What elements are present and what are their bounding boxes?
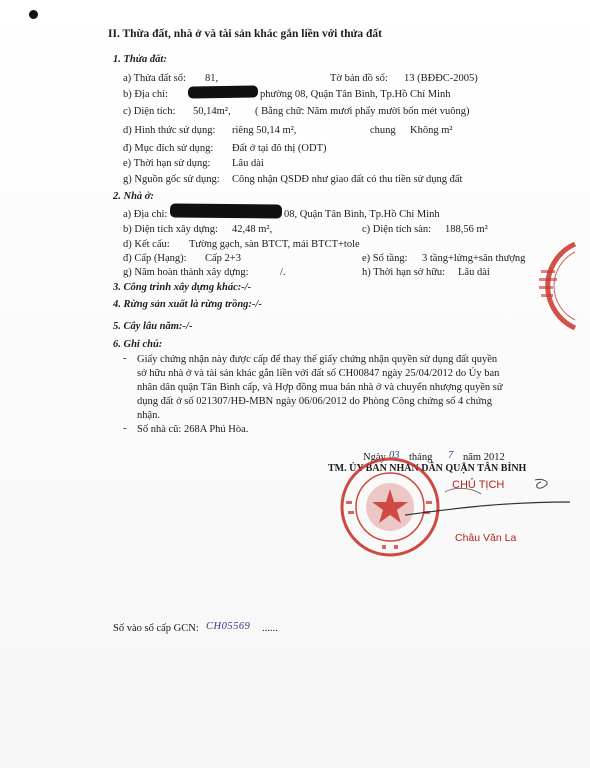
floor-area-label: c) Diện tích sàn:: [362, 224, 432, 235]
floor-area-value: 188,56 m²: [445, 224, 488, 235]
ownership-term-label: h) Thời hạn sở hữu:: [362, 267, 446, 278]
map-sheet-value: 13 (BĐĐC-2005): [404, 73, 478, 84]
house-address-label: a) Địa chỉ:: [123, 209, 168, 220]
ownership-term-value: Lâu dài: [458, 267, 490, 278]
note-line-5: nhận.: [137, 410, 161, 421]
land-address-value: phường 08, Quận Tân Bình, Tp.Hồ Chí Minh: [260, 89, 451, 100]
sign-date-prefix: Ngày: [363, 452, 386, 463]
production-forest: 4. Rừng sản xuất là rừng trồng:-/-: [113, 299, 262, 310]
chairman-name: Châu Văn La: [455, 532, 517, 544]
completion-year-value: /.: [280, 267, 286, 278]
grade-value: Cấp 2+3: [205, 253, 241, 264]
sign-date-month: 7: [448, 450, 454, 461]
map-sheet-label: Tờ bản đồ số:: [330, 73, 388, 84]
house-address-value: 08, Quận Tân Bình, Tp.Hồ Chí Minh: [284, 209, 440, 220]
usage-term-label: e) Thời hạn sử dụng:: [123, 158, 211, 169]
redaction-mark: [188, 85, 258, 98]
edge-stamp: [525, 240, 580, 332]
completion-year-label: g) Năm hoàn thành xây dựng:: [123, 267, 249, 278]
usage-purpose-label: đ) Mục đích sử dụng:: [123, 143, 214, 154]
land-area-value: 50,14m²,: [193, 106, 231, 117]
notes-heading: 6. Ghi chú:: [113, 339, 163, 350]
registration-number: CH05569: [206, 621, 251, 632]
structure-label: d) Kết cấu:: [123, 239, 170, 250]
built-area-label: b) Diện tích xây dựng:: [123, 224, 218, 235]
signing-authority: TM. ỦY BAN NHÂN DÂN QUẬN TÂN BÌNH: [328, 463, 527, 474]
grade-label: đ) Cấp (Hạng):: [123, 253, 187, 264]
registration-label: Số vào sổ cấp GCN:: [113, 623, 199, 634]
chairman-title: CHỦ TỊCH: [452, 479, 505, 491]
usage-origin-value: Công nhận QSDĐ như giao đất có thu tiền sử dụng đất: [232, 174, 463, 185]
usage-shared-value: Không m²: [410, 125, 453, 136]
usage-purpose-value: Đất ở tại đô thị (ODT): [232, 143, 327, 154]
other-construction: 3. Công trình xây dựng khác:-/-: [113, 282, 252, 293]
ink-dot: [29, 10, 38, 19]
house-heading: 2. Nhà ở:: [113, 191, 154, 202]
perennial-trees: 5. Cây lâu năm:-/-: [113, 321, 193, 332]
sign-date-month-label: tháng: [409, 452, 433, 463]
parcel-number-label: a) Thửa đất số:: [123, 73, 186, 84]
floors-label: e) Số tầng:: [362, 253, 408, 264]
structure-value: Tường gạch, sàn BTCT, mái BTCT+tole: [189, 239, 360, 250]
usage-term-value: Lâu dài: [232, 158, 264, 169]
usage-shared-label: chung: [370, 125, 396, 136]
note-bullet-2: -: [123, 423, 127, 434]
land-area-label: c) Diện tích:: [123, 106, 176, 117]
sign-date-year: năm 2012: [463, 452, 505, 463]
note-line-4: dụng đất ở số 021307/HĐ-MBN ngày 06/06/2012 do Phòng Công chứng số 4 chứng: [137, 396, 492, 407]
land-address-label: b) Địa chỉ:: [123, 89, 168, 100]
section-title: II. Thừa đất, nhà ở và tài sản khác gắn liền với thửa đất: [108, 28, 382, 40]
note-line-3: nhân dân quận Tân Bình cấp, và Hợp đồng mua bán nhà ở và chuyển nhượng quyền sử: [137, 382, 503, 393]
usage-form-label: d) Hình thức sử dụng:: [123, 125, 216, 136]
old-house-number: Số nhà cũ: 268A Phú Hòa.: [137, 424, 249, 435]
parcel-number-value: 81,: [205, 73, 219, 84]
usage-origin-label: g) Nguồn gốc sử dụng:: [123, 174, 220, 185]
note-line-1: Giấy chứng nhận này được cấp để thay thế giấy chứng nhận quyền sử dụng đất quyền: [137, 354, 498, 365]
usage-form-value: riêng 50,14 m²,: [232, 125, 297, 136]
handwritten-signature: [385, 470, 575, 530]
note-bullet: -: [123, 353, 127, 364]
note-line-2: sở hữu nhà ở và tài sản khác gắn liền với đất số CH00847 ngày 25/04/2012 do Ủy ban: [137, 368, 500, 379]
land-area-words: ( Bằng chữ: Năm mươi phẩy mười bốn mét vuông): [255, 106, 470, 117]
sign-date-day: 03: [389, 450, 400, 461]
built-area-value: 42,48 m²,: [232, 224, 273, 235]
land-heading: 1. Thửa đất:: [113, 54, 167, 65]
redaction-mark-house: [170, 204, 282, 219]
registration-dots: ......: [262, 623, 278, 634]
floors-value: 3 tầng+lửng+sân thượng: [422, 253, 526, 264]
